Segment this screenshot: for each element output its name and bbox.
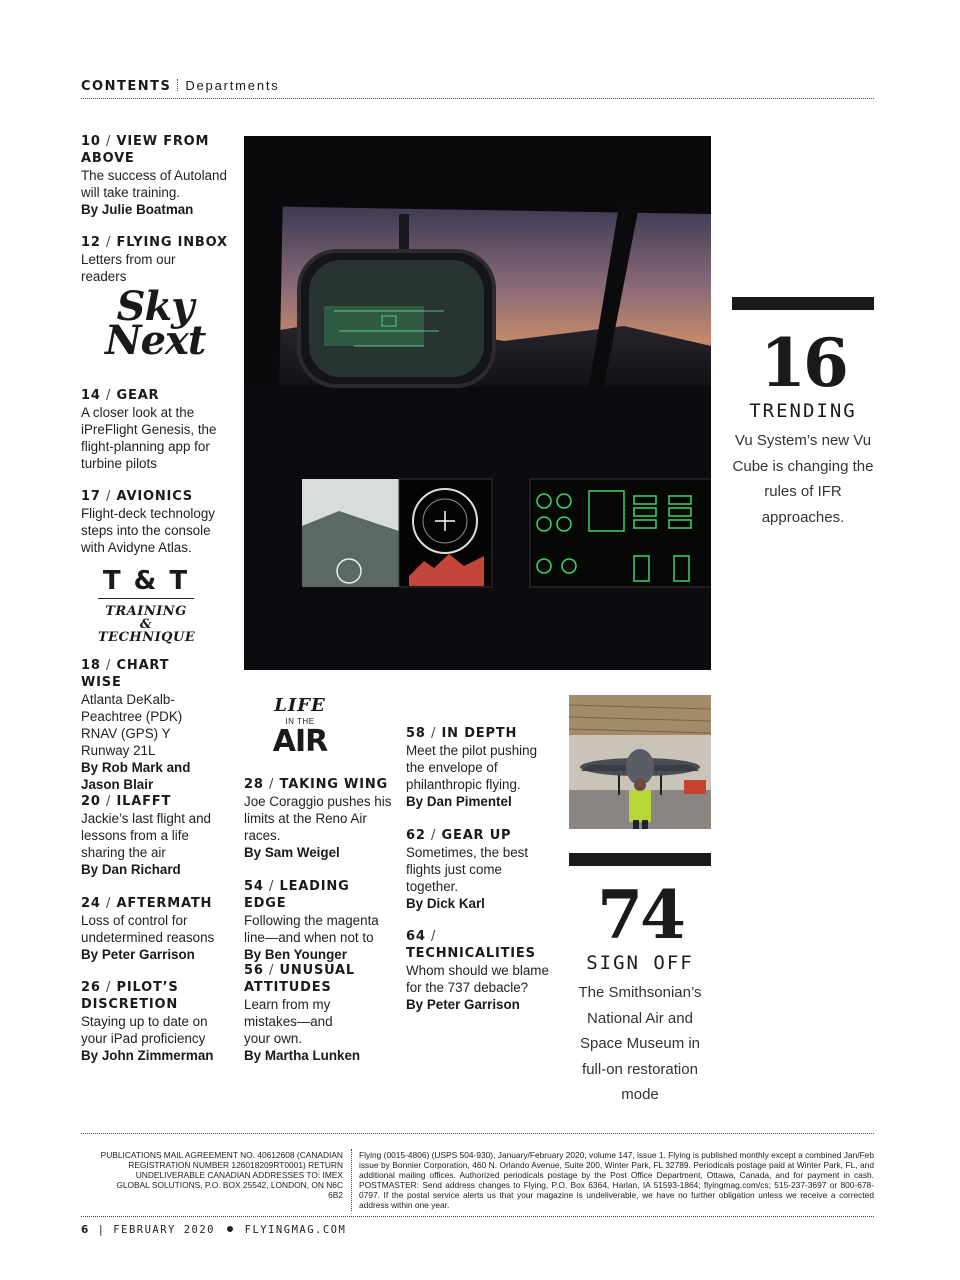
feature-label: SIGN OFF — [586, 952, 694, 974]
entry-title: 14 / GEAR — [81, 388, 160, 403]
feature-text: The Smithsonian’s National Air and Space Museum in full-on restoration mode — [578, 984, 702, 1103]
entry-description: Following the magenta line—and when not to — [244, 913, 379, 945]
entry-description: Sometimes, the best flights just come together. — [406, 845, 529, 894]
sky-next-logo: Sky Next — [105, 283, 206, 364]
toc-entry[interactable] — [406, 827, 556, 912]
feature-page-number: 16 — [760, 324, 846, 402]
hangar-aircraft-photo — [569, 695, 711, 829]
entry-description: Learn from my mistakes—and your own. — [244, 997, 333, 1046]
toc-entry[interactable] — [244, 962, 374, 1064]
toc-entry[interactable] — [81, 488, 231, 556]
life-in-the-air-logo — [268, 695, 332, 758]
tt-logo-mark: T & T — [98, 566, 194, 599]
tt-logo-subtitle: TRAINING & TECHNIQUE — [98, 604, 196, 645]
feature-label: TRENDING — [749, 400, 857, 422]
life-logo-line-2: IN THE — [285, 717, 315, 726]
entry-title: 54 / LEADING EDGE — [244, 879, 350, 911]
entry-byline: By Ben Younger — [244, 947, 347, 962]
feature-page-number: 74 — [597, 876, 683, 954]
feature-bar — [732, 297, 874, 310]
entry-byline: By Julie Boatman — [81, 202, 194, 217]
cockpit-hud-photo — [244, 136, 711, 670]
entry-byline: By Rob Mark and Jason Blair — [81, 760, 191, 792]
entry-title: 24 / AFTERMATH — [81, 896, 213, 911]
toc-entry[interactable] — [244, 776, 394, 861]
feature-sign-off[interactable] — [569, 853, 711, 1108]
entry-title: 26 / PILOT’S DISCRETION — [81, 980, 179, 1012]
entry-title: 17 / AVIONICS — [81, 489, 193, 504]
mail-agreement-text: PUBLICATIONS MAIL AGREEMENT NO. 40612608 (CANADIAN REGISTRATION NUMBER 126018209RT0001) RETURN UNDELIVERABLE CANADIAN ADDRESSES TO: IMEX GLOBAL SOLUTIONS, P.O. BOX 25542, LONDON, ON N6C 6B2 — [100, 1150, 343, 1200]
footer-rule-top — [81, 1133, 874, 1134]
feature-trending[interactable] — [732, 297, 874, 530]
contents-label: CONTENTS — [81, 79, 172, 94]
entry-title: 56 / UNUSUAL ATTITUDES — [244, 963, 356, 995]
entry-description: Letters from our readers — [81, 252, 176, 284]
toc-entry[interactable] — [81, 895, 231, 963]
page-footer — [81, 1224, 346, 1236]
feature-bar — [569, 853, 711, 866]
toc-entry[interactable] — [81, 657, 211, 793]
entry-title: 62 / GEAR UP — [406, 828, 512, 843]
life-logo-line-3: AIR — [272, 724, 328, 759]
feature-text: Vu System’s new Vu Cube is changing the rules of IFR approaches. — [732, 432, 874, 526]
life-logo-line-1: LIFE — [274, 695, 326, 716]
entry-byline: By Martha Lunken — [244, 1048, 361, 1063]
header-divider — [177, 79, 178, 91]
entry-byline: By Sam Weigel — [244, 845, 340, 860]
entry-byline: By Dick Karl — [406, 896, 485, 911]
entry-byline: By Peter Garrison — [81, 947, 195, 962]
entry-title: 10 / VIEW FROM ABOVE — [81, 134, 210, 166]
entry-byline: By Dan Pimentel — [406, 794, 512, 809]
website-link[interactable]: FLYINGMAG.COM — [244, 1224, 347, 1236]
training-technique-logo — [98, 566, 194, 644]
toc-entry[interactable] — [81, 979, 226, 1064]
toc-entry[interactable] — [406, 928, 558, 1013]
hangar-illustration — [569, 695, 711, 829]
toc-entry[interactable] — [81, 133, 231, 218]
page-number: 6 — [81, 1224, 90, 1236]
toc-entry[interactable] — [81, 234, 231, 285]
publication-divider — [351, 1149, 352, 1211]
entry-title: 18 / CHART WISE — [81, 658, 170, 690]
footer-separator: | — [97, 1224, 114, 1236]
entry-description: Meet the pilot pushing the envelope of philanthropic flying. — [406, 743, 538, 792]
entry-title: 64 / TECHNICALITIES — [406, 929, 536, 961]
entry-title: 12 / FLYING INBOX — [81, 235, 228, 250]
entry-description: Jackie’s last flight and lessons from a life sharing the air — [81, 811, 212, 860]
toc-entry[interactable] — [81, 387, 231, 472]
issue-date: FEBRUARY 2020 — [113, 1224, 215, 1236]
entry-description: Loss of control for undetermined reasons — [81, 913, 215, 945]
contents-header — [81, 77, 874, 99]
entry-description: Flight-deck technology steps into the console with Avidyne Atlas. — [81, 506, 215, 555]
toc-entry[interactable] — [406, 725, 556, 810]
entry-byline: By Peter Garrison — [406, 997, 520, 1012]
entry-byline: By Dan Richard — [81, 862, 181, 877]
toc-entry[interactable] — [244, 878, 394, 963]
entry-description: The success of Autoland will take training. — [81, 168, 227, 200]
entry-description: Staying up to date on your iPad proficiency — [81, 1014, 208, 1046]
bullet-icon — [227, 1226, 233, 1232]
entry-description: A closer look at the iPreFlight Genesis, the flight-planning app for turbine pilots — [81, 405, 217, 471]
entry-title: 58 / IN DEPTH — [406, 726, 518, 741]
cockpit-illustration — [244, 136, 711, 670]
entry-title: 20 / ILAFFT — [81, 794, 172, 809]
entry-title: 28 / TAKING WING — [244, 777, 388, 792]
footer-rule-bottom — [81, 1216, 874, 1217]
publication-notice: Flying (0015-4806) (USPS 504-930), January/February 2020, volume 147, issue 1. Flying is published monthly except a combined Jan/Feb issue by Bonnier Corporation, 460 N. Orlando Avenue, Suite 200, Winter Park, FL 32789. Periodicals postage paid at Winter Park, FL, and additional mailing offices. Authorized periodicals postage by the Post Office Department, Ottawa, Canada, and for payment in cash. POSTMASTER: Send address changes to Flying, P.O. Box 6364, Harlan, IA 51593-1864; flyingmag.com/cs; 515-237-3697 or 800-678-0797. If the postal service alerts us that your magazine is undeliverable, we have no further obligation unless we receive a corrected address within one year. — [359, 1150, 874, 1210]
entry-description: Joe Coraggio pushes his limits at the Reno Air races. — [244, 794, 392, 843]
entry-description: Atlanta DeKalb-Peachtree (PDK) RNAV (GPS) Y Runway 21L — [81, 692, 183, 758]
toc-entry[interactable] — [81, 793, 231, 878]
section-label: Departments — [185, 78, 280, 93]
entry-description: Whom should we blame for the 737 debacle? — [406, 963, 549, 995]
entry-byline: By John Zimmerman — [81, 1048, 214, 1063]
